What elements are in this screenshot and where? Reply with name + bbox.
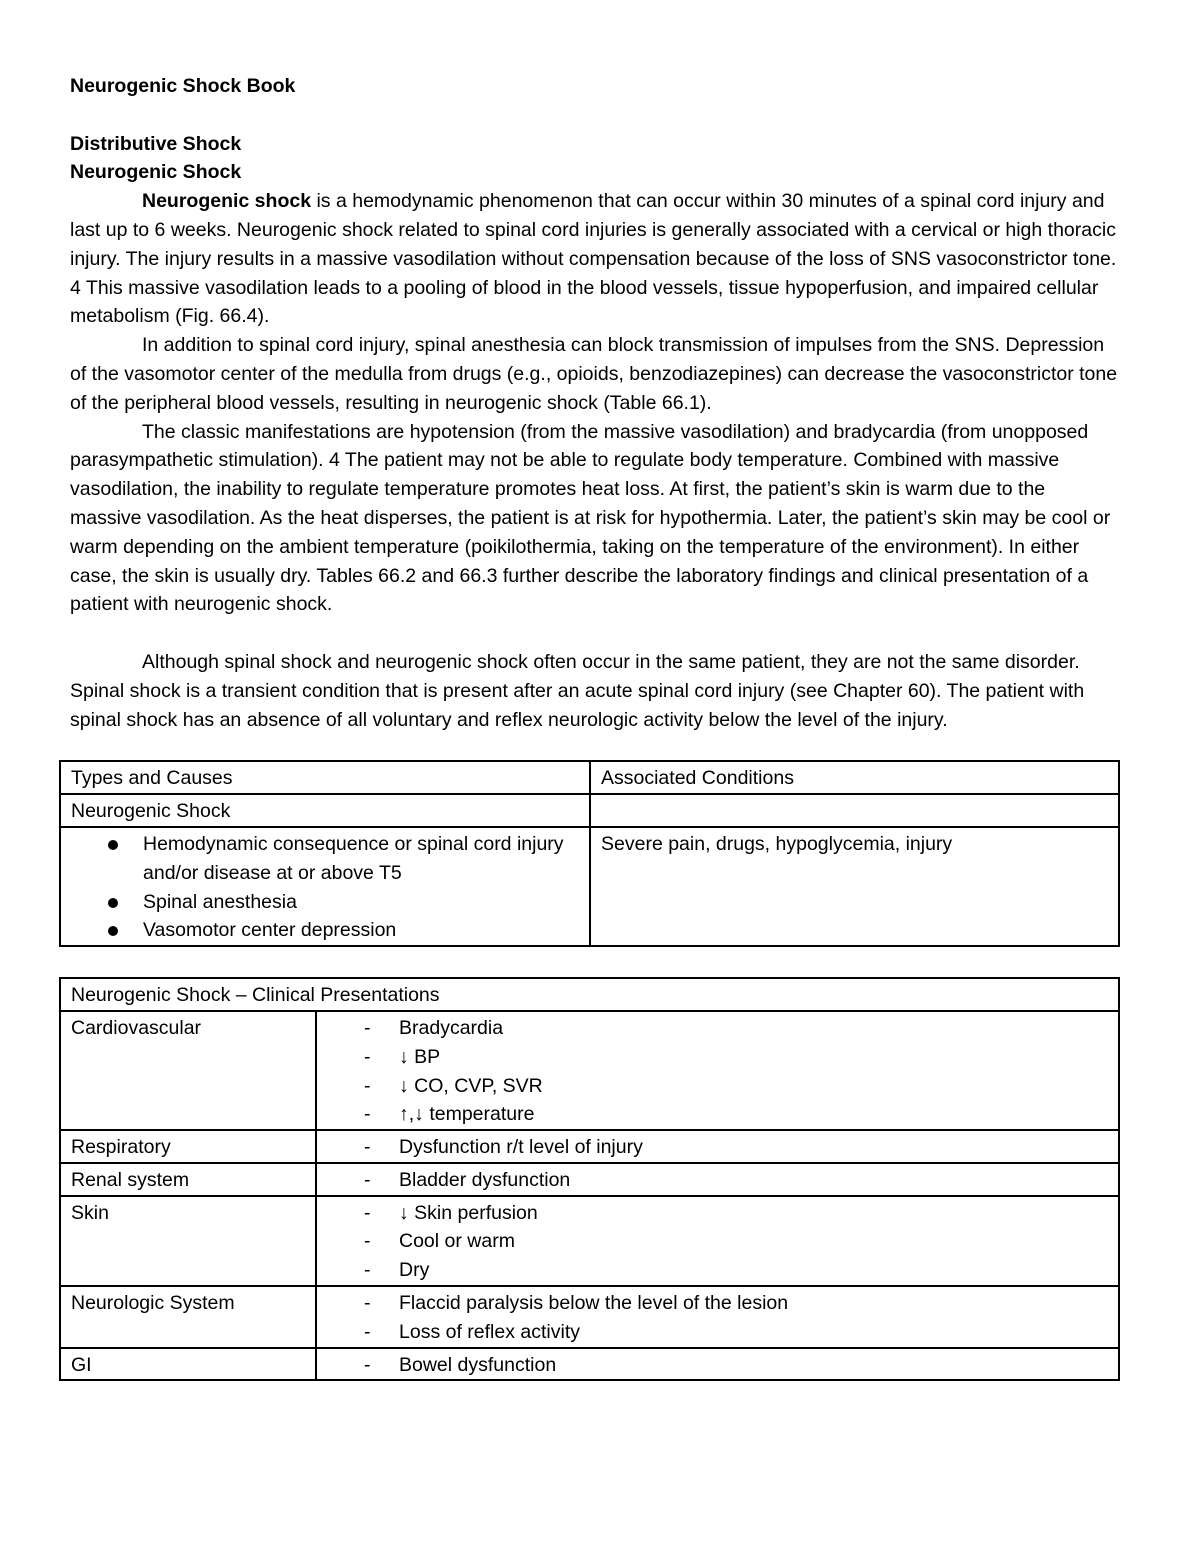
dash-marker: - [364, 1201, 371, 1224]
findings-cell [316, 1130, 1119, 1163]
findings-list [327, 1133, 1108, 1162]
paragraph-3: The classic manifestations are hypotension (from the massive vasodilation) and bradycardia (from unopposed parasympathetic stimulation). 4 The patient may not be able to regulate body temperature. Combined with massive vasodilation, the inability to regulate temperature promotes heat loss. At first, the patient’s skin is warm due to the massive vasodilation. As the heat disperses, the patient is at risk for hypothermia. Later, the patient’s skin may be cool or warm depending on the ambient temperature (poikilothermia, taking on the temperature of the environment). In either case, the skin is usually dry. Tables 66.2 and 66.3 further describe the laboratory findings and clinical presentation of a patient with neurogenic shock. [70, 420, 1111, 616]
finding-text: ↓ CO, CVP, SVR [399, 1074, 543, 1097]
table-row [60, 1130, 1119, 1163]
cause-text: Hemodynamic consequence or spinal cord injury and/or disease at or above T5 [143, 832, 564, 884]
causes-cell [60, 827, 590, 946]
table-row [60, 1196, 1119, 1286]
list-item [327, 1199, 1108, 1228]
system-cell: Respiratory [60, 1130, 316, 1163]
finding-text: Dysfunction r/t level of injury [399, 1136, 643, 1159]
system-cell: Neurologic System [60, 1286, 316, 1348]
cause-text: Vasomotor center depression [143, 919, 397, 942]
list-item [327, 1227, 1108, 1256]
bullet-icon [108, 840, 118, 850]
findings-cell [316, 1348, 1119, 1381]
term-bold: Neurogenic shock [142, 190, 312, 213]
finding-text: Flaccid paralysis below the level of the lesion [399, 1292, 789, 1315]
system-cell: Cardiovascular [60, 1011, 316, 1130]
findings-cell [316, 1196, 1119, 1286]
table-header-row [60, 761, 1119, 794]
table-row [60, 794, 1119, 827]
header-types-causes: Types and Causes [60, 761, 590, 794]
dash-marker: - [364, 1136, 371, 1159]
finding-text: Bladder dysfunction [399, 1168, 571, 1191]
cause-text: Spinal anesthesia [143, 890, 297, 913]
findings-cell [316, 1011, 1119, 1130]
system-cell: Skin [60, 1196, 316, 1286]
finding-text: ↑,↓ temperature [399, 1103, 535, 1126]
dash-marker: - [364, 1016, 371, 1039]
conditions-cell: Severe pain, drugs, hypoglycemia, injury [590, 827, 1119, 946]
finding-text: Bowel dysfunction [399, 1353, 557, 1376]
dash-marker: - [364, 1292, 371, 1315]
list-item [327, 1043, 1108, 1072]
system-cell: GI [60, 1348, 316, 1381]
list-item [327, 1351, 1108, 1380]
dash-marker: - [364, 1320, 371, 1343]
list-item [327, 1318, 1108, 1347]
finding-text: ↓ BP [399, 1045, 441, 1068]
findings-list [327, 1014, 1108, 1129]
list-item [327, 1166, 1108, 1195]
finding-text: Loss of reflex activity [399, 1320, 580, 1343]
list-item [71, 830, 579, 888]
list-item [327, 1289, 1108, 1318]
dash-marker: - [364, 1103, 371, 1126]
section-cell: Neurogenic Shock [60, 794, 590, 827]
dash-marker: - [364, 1074, 371, 1097]
findings-list [327, 1166, 1108, 1195]
table-row [60, 1163, 1119, 1196]
table-title-row [60, 978, 1119, 1011]
paragraph-1 [70, 187, 1118, 331]
causes-list [71, 830, 579, 945]
findings-cell [316, 1163, 1119, 1196]
finding-text: Cool or warm [399, 1230, 515, 1253]
bullet-icon [108, 898, 118, 908]
system-cell: Renal system [60, 1163, 316, 1196]
subsection-heading: Neurogenic Shock [70, 161, 242, 184]
section-heading: Distributive Shock [70, 132, 242, 155]
list-item [327, 1072, 1108, 1101]
header-associated-conditions: Associated Conditions [590, 761, 1119, 794]
finding-text: ↓ Skin perfusion [399, 1201, 538, 1224]
list-item [327, 1133, 1108, 1162]
findings-cell [316, 1286, 1119, 1348]
findings-list [327, 1351, 1108, 1380]
table-row [60, 1348, 1119, 1381]
empty-cell [590, 794, 1119, 827]
paragraph-4: Although spinal shock and neurogenic shock often occur in the same patient, they are not the same disorder. Spinal shock is a transient condition that is present after an acute spinal cord injury (see Chapter 60). The patient with spinal shock has an absence of all voluntary and reflex neurologic activity below the level of the injury. [70, 650, 1085, 731]
types-causes-table [59, 760, 1120, 947]
findings-list [327, 1289, 1108, 1347]
table-row [60, 1011, 1119, 1130]
dash-marker: - [364, 1045, 371, 1068]
dash-marker: - [364, 1230, 371, 1253]
findings-list [327, 1199, 1108, 1285]
dash-marker: - [364, 1353, 371, 1376]
paragraph-1-text: is a hemodynamic phenomenon that can occur within 30 minutes of a spinal cord injury and last up to 6 weeks. Neurogenic shock related to spinal cord injuries is generally associated with a cervical or high thoracic injury. The injury results in a massive vasodilation without compensation because of the loss of SNS vasoconstrictor tone. 4 This massive vasodilation leads to a pooling of blood in the blood vessels, tissue hypoperfusion, and impaired cellular metabolism (Fig. 66.4). [70, 190, 1117, 328]
document-title: Neurogenic Shock Book [70, 75, 296, 97]
list-item [71, 888, 579, 917]
clinical-presentations-table [59, 977, 1120, 1381]
table-row [60, 827, 1119, 946]
table-title: Neurogenic Shock – Clinical Presentations [60, 978, 1119, 1011]
bullet-icon [108, 926, 118, 936]
dash-marker: - [364, 1168, 371, 1191]
finding-text: Bradycardia [399, 1016, 504, 1039]
table-row [60, 1286, 1119, 1348]
document-page [70, 72, 1118, 1381]
list-item [71, 916, 579, 945]
list-item [327, 1256, 1108, 1285]
list-item [327, 1100, 1108, 1129]
list-item [327, 1014, 1108, 1043]
paragraph-2: In addition to spinal cord injury, spinal anesthesia can block transmission of impulses from the SNS. Depression of the vasomotor center of the medulla from drugs (e.g., opioids, benzodiazepines) can decrease the vasoconstrictor tone of the peripheral blood vessels, resulting in neurogenic shock (Table 66.1). [70, 334, 1118, 414]
dash-marker: - [364, 1259, 371, 1282]
finding-text: Dry [399, 1259, 430, 1282]
